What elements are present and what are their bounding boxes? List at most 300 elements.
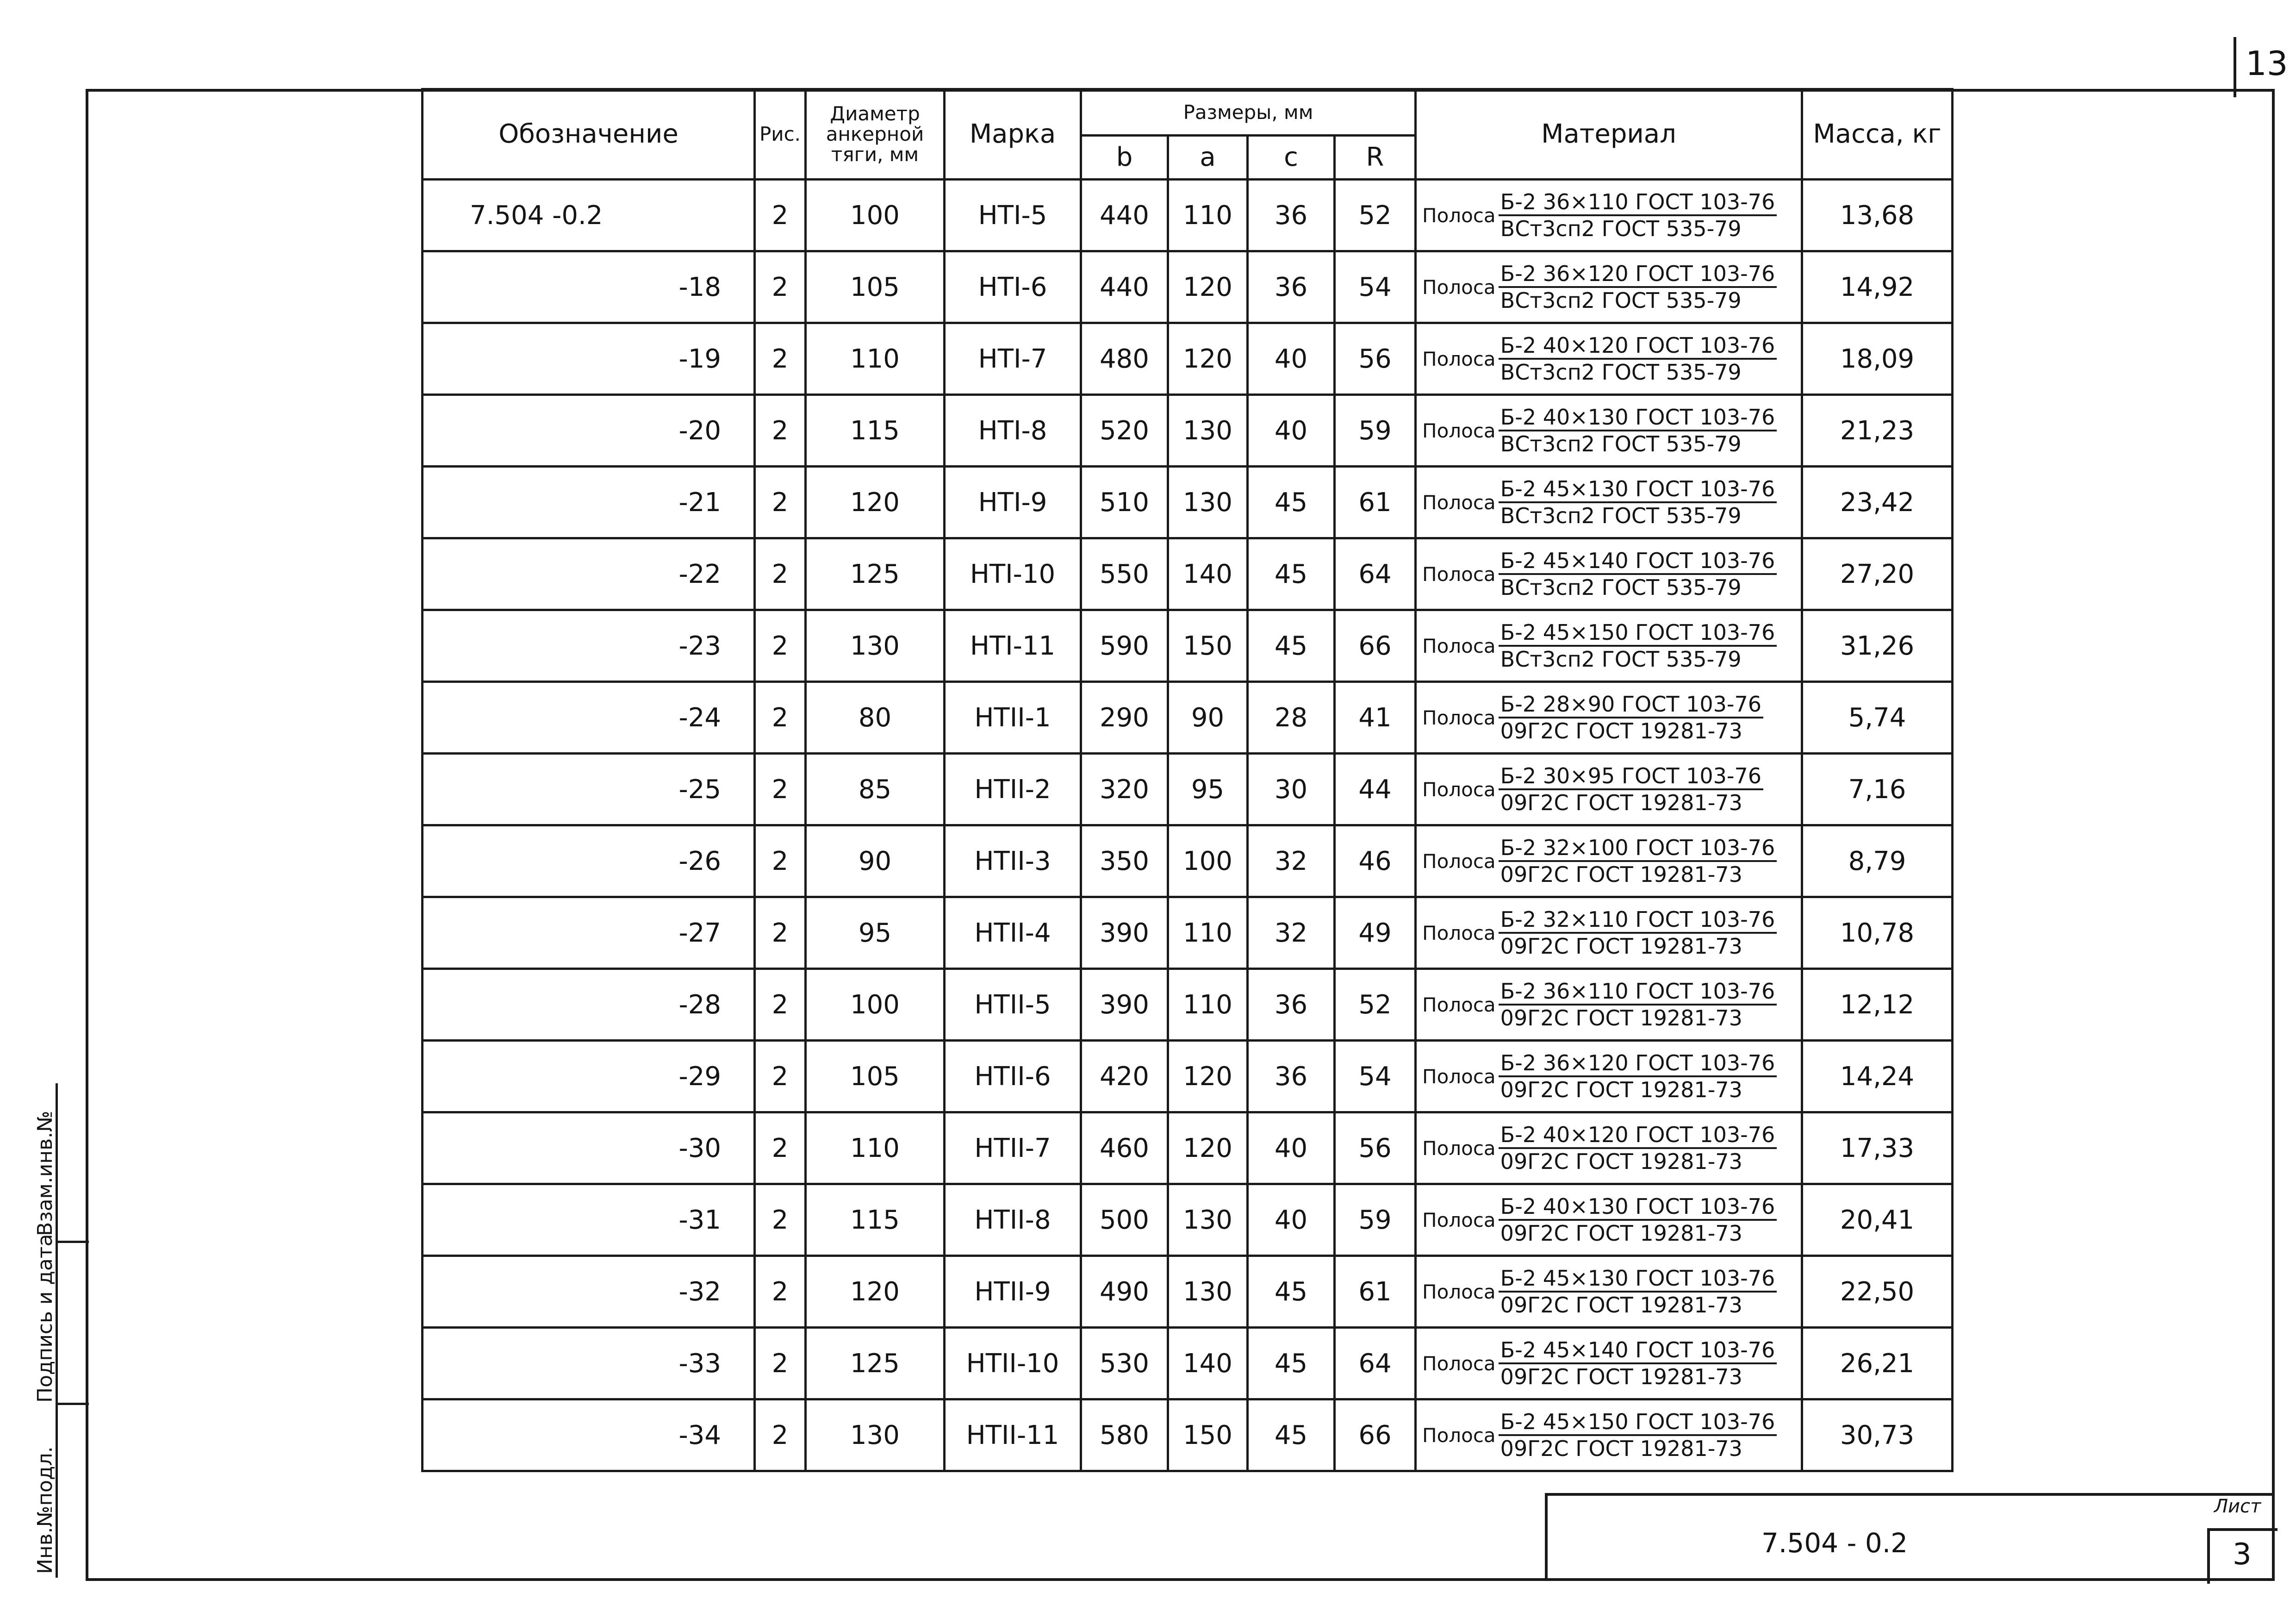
table-row — [423, 1041, 1953, 1112]
cell-mass: 18,09 — [1802, 323, 1953, 395]
cell-mark: HTII-9 — [945, 1256, 1081, 1328]
material-fraction — [1417, 189, 1801, 241]
cell-c: 45 — [1248, 1328, 1335, 1399]
cell-a: 150 — [1168, 1399, 1248, 1471]
header-material: Материал — [1416, 89, 1802, 180]
cell-mark: HTII-5 — [945, 969, 1081, 1041]
material-steel-grade: 09Г2С ГОСТ 19281-73 — [1500, 1293, 1742, 1318]
cell-designation: -33 — [423, 1328, 755, 1399]
cell-mass: 22,50 — [1802, 1256, 1953, 1328]
material-steel-grade: 09Г2С ГОСТ 19281-73 — [1500, 862, 1742, 887]
cell-mass: 21,23 — [1802, 395, 1953, 467]
cell-a: 120 — [1168, 251, 1248, 323]
cell-diameter: 105 — [806, 1041, 945, 1112]
table-row — [423, 897, 1953, 969]
cell-c: 45 — [1248, 610, 1335, 682]
cell-mark: HTI-5 — [945, 180, 1081, 251]
cell-a: 140 — [1168, 538, 1248, 610]
cell-a: 130 — [1168, 395, 1248, 467]
header-b: b — [1081, 136, 1168, 180]
cell-mark: HTII-3 — [945, 825, 1081, 897]
cell-mark: HTII-8 — [945, 1184, 1081, 1256]
material-spec — [1499, 261, 1777, 313]
cell-b: 390 — [1081, 897, 1168, 969]
cell-mass: 10,78 — [1802, 897, 1953, 969]
material-fraction — [1417, 1194, 1801, 1246]
cell-designation: -22 — [423, 538, 755, 610]
cell-b: 510 — [1081, 467, 1168, 538]
material-steel-grade: ВСт3сп2 ГОСТ 535-79 — [1500, 503, 1742, 528]
cell-a: 140 — [1168, 1328, 1248, 1399]
cell-r: 46 — [1335, 825, 1416, 897]
cell-c: 45 — [1248, 538, 1335, 610]
cell-mark: HTII-7 — [945, 1112, 1081, 1184]
header-fig: Рис. — [755, 89, 806, 180]
cell-material — [1416, 1256, 1802, 1328]
cell-diameter: 115 — [806, 395, 945, 467]
cell-b: 480 — [1081, 323, 1168, 395]
cell-a: 110 — [1168, 969, 1248, 1041]
cell-r: 59 — [1335, 395, 1416, 467]
material-fraction — [1417, 620, 1801, 672]
cell-material — [1416, 682, 1802, 754]
cell-mass: 26,21 — [1802, 1328, 1953, 1399]
cell-fig: 2 — [755, 395, 806, 467]
material-steel-grade: 09Г2С ГОСТ 19281-73 — [1500, 1436, 1742, 1461]
cell-r: 66 — [1335, 610, 1416, 682]
material-prefix: Полоса — [1422, 491, 1496, 514]
cell-designation: -26 — [423, 825, 755, 897]
material-prefix: Полоса — [1422, 275, 1496, 299]
cell-material — [1416, 1399, 1802, 1471]
material-profile: Б-2 45×140 ГОСТ 103-76 — [1499, 548, 1777, 575]
material-fraction — [1417, 1266, 1801, 1318]
cell-r: 61 — [1335, 467, 1416, 538]
side-stamp-strip — [32, 1083, 89, 1578]
material-fraction — [1417, 1409, 1801, 1461]
cell-fig: 2 — [755, 251, 806, 323]
cell-material — [1416, 1041, 1802, 1112]
cell-fig: 2 — [755, 1256, 806, 1328]
material-profile: Б-2 32×100 ГОСТ 103-76 — [1499, 835, 1777, 862]
cell-c: 36 — [1248, 180, 1335, 251]
material-fraction — [1417, 405, 1801, 456]
cell-c: 36 — [1248, 1041, 1335, 1112]
cell-fig: 2 — [755, 1399, 806, 1471]
cell-b: 520 — [1081, 395, 1168, 467]
side-label-podpis: Подпись и дата — [33, 1234, 57, 1403]
cell-mass: 14,92 — [1802, 251, 1953, 323]
material-steel-grade: ВСт3сп2 ГОСТ 535-79 — [1500, 288, 1742, 313]
material-spec — [1499, 189, 1777, 241]
cell-material — [1416, 897, 1802, 969]
cell-mark: HTI-7 — [945, 323, 1081, 395]
material-fraction — [1417, 1050, 1801, 1102]
cell-fig: 2 — [755, 682, 806, 754]
cell-material — [1416, 969, 1802, 1041]
cell-designation: -29 — [423, 1041, 755, 1112]
cell-fig: 2 — [755, 538, 806, 610]
cell-designation: -21 — [423, 467, 755, 538]
cell-b: 530 — [1081, 1328, 1168, 1399]
cell-diameter: 80 — [806, 682, 945, 754]
cell-c: 32 — [1248, 897, 1335, 969]
material-spec — [1499, 1122, 1777, 1174]
cell-diameter: 130 — [806, 610, 945, 682]
material-prefix: Полоса — [1422, 1065, 1496, 1088]
cell-c: 40 — [1248, 395, 1335, 467]
header-c: c — [1248, 136, 1335, 180]
table-row — [423, 969, 1953, 1041]
specification-table — [421, 88, 1954, 1472]
cell-c: 45 — [1248, 1399, 1335, 1471]
header-mark: Марка — [945, 89, 1081, 180]
cell-material — [1416, 1112, 1802, 1184]
cell-material — [1416, 825, 1802, 897]
material-prefix: Полоса — [1422, 1137, 1496, 1160]
side-strip-divider — [56, 1403, 89, 1405]
material-prefix: Полоса — [1422, 1280, 1496, 1303]
material-spec — [1499, 405, 1777, 456]
material-prefix: Полоса — [1422, 778, 1496, 801]
cell-mass: 5,74 — [1802, 682, 1953, 754]
cell-c: 40 — [1248, 1112, 1335, 1184]
material-profile: Б-2 45×140 ГОСТ 103-76 — [1499, 1337, 1777, 1364]
cell-a: 110 — [1168, 897, 1248, 969]
cell-mass: 17,33 — [1802, 1112, 1953, 1184]
material-prefix: Полоса — [1422, 706, 1496, 729]
material-steel-grade: 09Г2С ГОСТ 19281-73 — [1500, 1077, 1742, 1102]
cell-mass: 30,73 — [1802, 1399, 1953, 1471]
cell-b: 440 — [1081, 180, 1168, 251]
cell-c: 40 — [1248, 323, 1335, 395]
cell-diameter: 120 — [806, 1256, 945, 1328]
material-fraction — [1417, 333, 1801, 385]
cell-fig: 2 — [755, 467, 806, 538]
cell-material — [1416, 1184, 1802, 1256]
material-fraction — [1417, 835, 1801, 887]
cell-mass: 7,16 — [1802, 754, 1953, 825]
cell-c: 45 — [1248, 1256, 1335, 1328]
cell-a: 130 — [1168, 467, 1248, 538]
material-steel-grade: 09Г2С ГОСТ 19281-73 — [1500, 1364, 1742, 1389]
material-profile: Б-2 32×110 ГОСТ 103-76 — [1499, 907, 1777, 934]
corner-page-number: 13 — [2246, 44, 2288, 83]
cell-material — [1416, 538, 1802, 610]
material-prefix: Полоса — [1422, 204, 1496, 227]
material-fraction — [1417, 1122, 1801, 1174]
cell-designation: 7.504 -0.2 — [423, 180, 755, 251]
cell-mass: 23,42 — [1802, 467, 1953, 538]
header-dimensions: Размеры, мм — [1081, 89, 1416, 136]
cell-diameter: 110 — [806, 1112, 945, 1184]
cell-mass: 31,26 — [1802, 610, 1953, 682]
cell-designation: -23 — [423, 610, 755, 682]
cell-mass: 12,12 — [1802, 969, 1953, 1041]
cell-fig: 2 — [755, 754, 806, 825]
material-spec — [1499, 1050, 1777, 1102]
material-profile: Б-2 45×130 ГОСТ 103-76 — [1499, 1266, 1777, 1293]
material-profile: Б-2 45×150 ГОСТ 103-76 — [1499, 620, 1777, 647]
cell-mark: HTI-8 — [945, 395, 1081, 467]
cell-c: 28 — [1248, 682, 1335, 754]
cell-a: 95 — [1168, 754, 1248, 825]
material-spec — [1499, 1266, 1777, 1318]
cell-material — [1416, 1328, 1802, 1399]
table-row — [423, 1256, 1953, 1328]
table-row — [423, 1112, 1953, 1184]
cell-material — [1416, 180, 1802, 251]
material-steel-grade: ВСт3сп2 ГОСТ 535-79 — [1500, 216, 1742, 241]
cell-fig: 2 — [755, 1328, 806, 1399]
table-row — [423, 538, 1953, 610]
cell-designation: -30 — [423, 1112, 755, 1184]
material-fraction — [1417, 261, 1801, 313]
material-profile: Б-2 40×120 ГОСТ 103-76 — [1499, 333, 1777, 360]
material-prefix: Полоса — [1422, 1208, 1496, 1231]
cell-designation: -31 — [423, 1184, 755, 1256]
title-block — [1545, 1493, 2275, 1581]
material-fraction — [1417, 907, 1801, 959]
cell-material — [1416, 395, 1802, 467]
material-profile: Б-2 36×120 ГОСТ 103-76 — [1499, 261, 1777, 288]
header-r: R — [1335, 136, 1416, 180]
table-row — [423, 323, 1953, 395]
cell-fig: 2 — [755, 323, 806, 395]
cell-a: 150 — [1168, 610, 1248, 682]
material-profile: Б-2 45×130 ГОСТ 103-76 — [1499, 476, 1777, 503]
cell-r: 59 — [1335, 1184, 1416, 1256]
table-row — [423, 1184, 1953, 1256]
cell-mark: HTII-1 — [945, 682, 1081, 754]
material-profile: Б-2 45×150 ГОСТ 103-76 — [1499, 1409, 1777, 1436]
cell-a: 120 — [1168, 1041, 1248, 1112]
header-designation: Обозначение — [423, 89, 755, 180]
cell-designation: -20 — [423, 395, 755, 467]
material-steel-grade: 09Г2С ГОСТ 19281-73 — [1500, 790, 1742, 815]
cell-mark: HTI-9 — [945, 467, 1081, 538]
cell-diameter: 90 — [806, 825, 945, 897]
material-prefix: Полоса — [1422, 347, 1496, 370]
cell-a: 130 — [1168, 1256, 1248, 1328]
table-row — [423, 251, 1953, 323]
table-row — [423, 825, 1953, 897]
material-fraction — [1417, 548, 1801, 600]
cell-designation: -27 — [423, 897, 755, 969]
side-label-inv-podl: Инв.№подл. — [33, 1446, 57, 1574]
material-spec — [1499, 1409, 1777, 1461]
cell-diameter: 130 — [806, 1399, 945, 1471]
material-profile: Б-2 40×130 ГОСТ 103-76 — [1499, 1194, 1777, 1221]
material-steel-grade: 09Г2С ГОСТ 19281-73 — [1500, 1006, 1742, 1031]
cell-a: 120 — [1168, 1112, 1248, 1184]
cell-b: 420 — [1081, 1041, 1168, 1112]
cell-r: 52 — [1335, 969, 1416, 1041]
cell-r: 52 — [1335, 180, 1416, 251]
material-profile: Б-2 36×110 ГОСТ 103-76 — [1499, 979, 1777, 1006]
cell-fig: 2 — [755, 180, 806, 251]
cell-diameter: 100 — [806, 969, 945, 1041]
cell-diameter: 125 — [806, 1328, 945, 1399]
material-profile: Б-2 30×95 ГОСТ 103-76 — [1499, 763, 1763, 790]
cell-fig: 2 — [755, 1112, 806, 1184]
cell-mass: 13,68 — [1802, 180, 1953, 251]
material-fraction — [1417, 763, 1801, 815]
cell-r: 54 — [1335, 251, 1416, 323]
sheet-number: 3 — [2233, 1537, 2252, 1572]
cell-c: 36 — [1248, 251, 1335, 323]
cell-b: 320 — [1081, 754, 1168, 825]
material-prefix: Полоса — [1422, 849, 1496, 873]
cell-mark: HTI-11 — [945, 610, 1081, 682]
material-steel-grade: ВСт3сп2 ГОСТ 535-79 — [1500, 575, 1742, 600]
cell-mark: HTII-4 — [945, 897, 1081, 969]
cell-r: 61 — [1335, 1256, 1416, 1328]
cell-a: 110 — [1168, 180, 1248, 251]
cell-a: 100 — [1168, 825, 1248, 897]
cell-c: 45 — [1248, 467, 1335, 538]
cell-c: 40 — [1248, 1184, 1335, 1256]
cell-b: 500 — [1081, 1184, 1168, 1256]
material-spec — [1499, 835, 1777, 887]
table-row — [423, 610, 1953, 682]
cell-mass: 20,41 — [1802, 1184, 1953, 1256]
cell-designation: -18 — [423, 251, 755, 323]
cell-diameter: 120 — [806, 467, 945, 538]
material-profile: Б-2 36×120 ГОСТ 103-76 — [1499, 1050, 1777, 1077]
cell-a: 90 — [1168, 682, 1248, 754]
material-prefix: Полоса — [1422, 993, 1496, 1016]
material-spec — [1499, 692, 1763, 743]
material-steel-grade: 09Г2С ГОСТ 19281-73 — [1500, 1149, 1742, 1174]
cell-diameter: 110 — [806, 323, 945, 395]
cell-b: 490 — [1081, 1256, 1168, 1328]
cell-material — [1416, 323, 1802, 395]
cell-a: 130 — [1168, 1184, 1248, 1256]
cell-r: 49 — [1335, 897, 1416, 969]
material-spec — [1499, 763, 1763, 815]
material-prefix: Полоса — [1422, 634, 1496, 657]
cell-material — [1416, 467, 1802, 538]
material-profile: Б-2 28×90 ГОСТ 103-76 — [1499, 692, 1763, 718]
cell-designation: -24 — [423, 682, 755, 754]
cell-fig: 2 — [755, 897, 806, 969]
material-fraction — [1417, 476, 1801, 528]
material-spec — [1499, 476, 1777, 528]
cell-designation: -34 — [423, 1399, 755, 1471]
cell-b: 390 — [1081, 969, 1168, 1041]
material-fraction — [1417, 979, 1801, 1031]
cell-mass: 27,20 — [1802, 538, 1953, 610]
cell-r: 66 — [1335, 1399, 1416, 1471]
material-steel-grade: 09Г2С ГОСТ 19281-73 — [1500, 934, 1742, 959]
table-row — [423, 1328, 1953, 1399]
cell-mass: 14,24 — [1802, 1041, 1953, 1112]
cell-mass: 8,79 — [1802, 825, 1953, 897]
cell-mark: HTI-10 — [945, 538, 1081, 610]
cell-designation: -32 — [423, 1256, 755, 1328]
cell-fig: 2 — [755, 1041, 806, 1112]
cell-r: 56 — [1335, 323, 1416, 395]
cell-c: 30 — [1248, 754, 1335, 825]
cell-c: 36 — [1248, 969, 1335, 1041]
cell-fig: 2 — [755, 969, 806, 1041]
table-row — [423, 754, 1953, 825]
cell-r: 64 — [1335, 1328, 1416, 1399]
material-spec — [1499, 907, 1777, 959]
corner-tick-line — [2234, 37, 2236, 97]
table-row — [423, 467, 1953, 538]
material-spec — [1499, 333, 1777, 385]
material-steel-grade: ВСт3сп2 ГОСТ 535-79 — [1500, 360, 1742, 385]
material-spec — [1499, 548, 1777, 600]
material-steel-grade: ВСт3сп2 ГОСТ 535-79 — [1500, 431, 1742, 456]
header-a: a — [1168, 136, 1248, 180]
cell-r: 41 — [1335, 682, 1416, 754]
document-code: 7.504 - 0.2 — [1761, 1527, 1908, 1559]
cell-r: 64 — [1335, 538, 1416, 610]
material-profile: Б-2 40×120 ГОСТ 103-76 — [1499, 1122, 1777, 1149]
cell-r: 56 — [1335, 1112, 1416, 1184]
material-prefix: Полоса — [1422, 1352, 1496, 1375]
cell-r: 44 — [1335, 754, 1416, 825]
cell-mark: HTII-11 — [945, 1399, 1081, 1471]
material-prefix: Полоса — [1422, 921, 1496, 944]
material-profile: Б-2 36×110 ГОСТ 103-76 — [1499, 189, 1777, 216]
material-steel-grade: ВСт3сп2 ГОСТ 535-79 — [1500, 647, 1742, 672]
cell-b: 440 — [1081, 251, 1168, 323]
cell-mark: HTII-10 — [945, 1328, 1081, 1399]
cell-b: 350 — [1081, 825, 1168, 897]
cell-designation: -19 — [423, 323, 755, 395]
table-row — [423, 682, 1953, 754]
cell-r: 54 — [1335, 1041, 1416, 1112]
cell-mark: HTI-6 — [945, 251, 1081, 323]
cell-b: 580 — [1081, 1399, 1168, 1471]
cell-b: 290 — [1081, 682, 1168, 754]
cell-mark: HTII-2 — [945, 754, 1081, 825]
material-prefix: Полоса — [1422, 1424, 1496, 1447]
cell-b: 460 — [1081, 1112, 1168, 1184]
material-prefix: Полоса — [1422, 562, 1496, 586]
table-body — [423, 180, 1953, 1471]
sheet-label: Лист — [2214, 1496, 2261, 1517]
material-spec — [1499, 1337, 1777, 1389]
material-spec — [1499, 1194, 1777, 1246]
cell-designation: -28 — [423, 969, 755, 1041]
material-spec — [1499, 979, 1777, 1031]
cell-fig: 2 — [755, 610, 806, 682]
side-strip-divider — [56, 1241, 89, 1243]
material-steel-grade: 09Г2С ГОСТ 19281-73 — [1500, 718, 1742, 743]
header-diameter: Диаметр анкерной тяги, мм — [806, 89, 945, 180]
material-spec — [1499, 620, 1777, 672]
cell-b: 590 — [1081, 610, 1168, 682]
header-mass: Масса, кг — [1802, 89, 1953, 180]
material-fraction — [1417, 1337, 1801, 1389]
cell-material — [1416, 610, 1802, 682]
cell-diameter: 115 — [806, 1184, 945, 1256]
cell-diameter: 125 — [806, 538, 945, 610]
cell-diameter: 100 — [806, 180, 945, 251]
material-profile: Б-2 40×130 ГОСТ 103-76 — [1499, 405, 1777, 431]
cell-designation: -25 — [423, 754, 755, 825]
cell-diameter: 105 — [806, 251, 945, 323]
cell-a: 120 — [1168, 323, 1248, 395]
cell-mark: HTII-6 — [945, 1041, 1081, 1112]
table-row — [423, 180, 1953, 251]
cell-diameter: 85 — [806, 754, 945, 825]
